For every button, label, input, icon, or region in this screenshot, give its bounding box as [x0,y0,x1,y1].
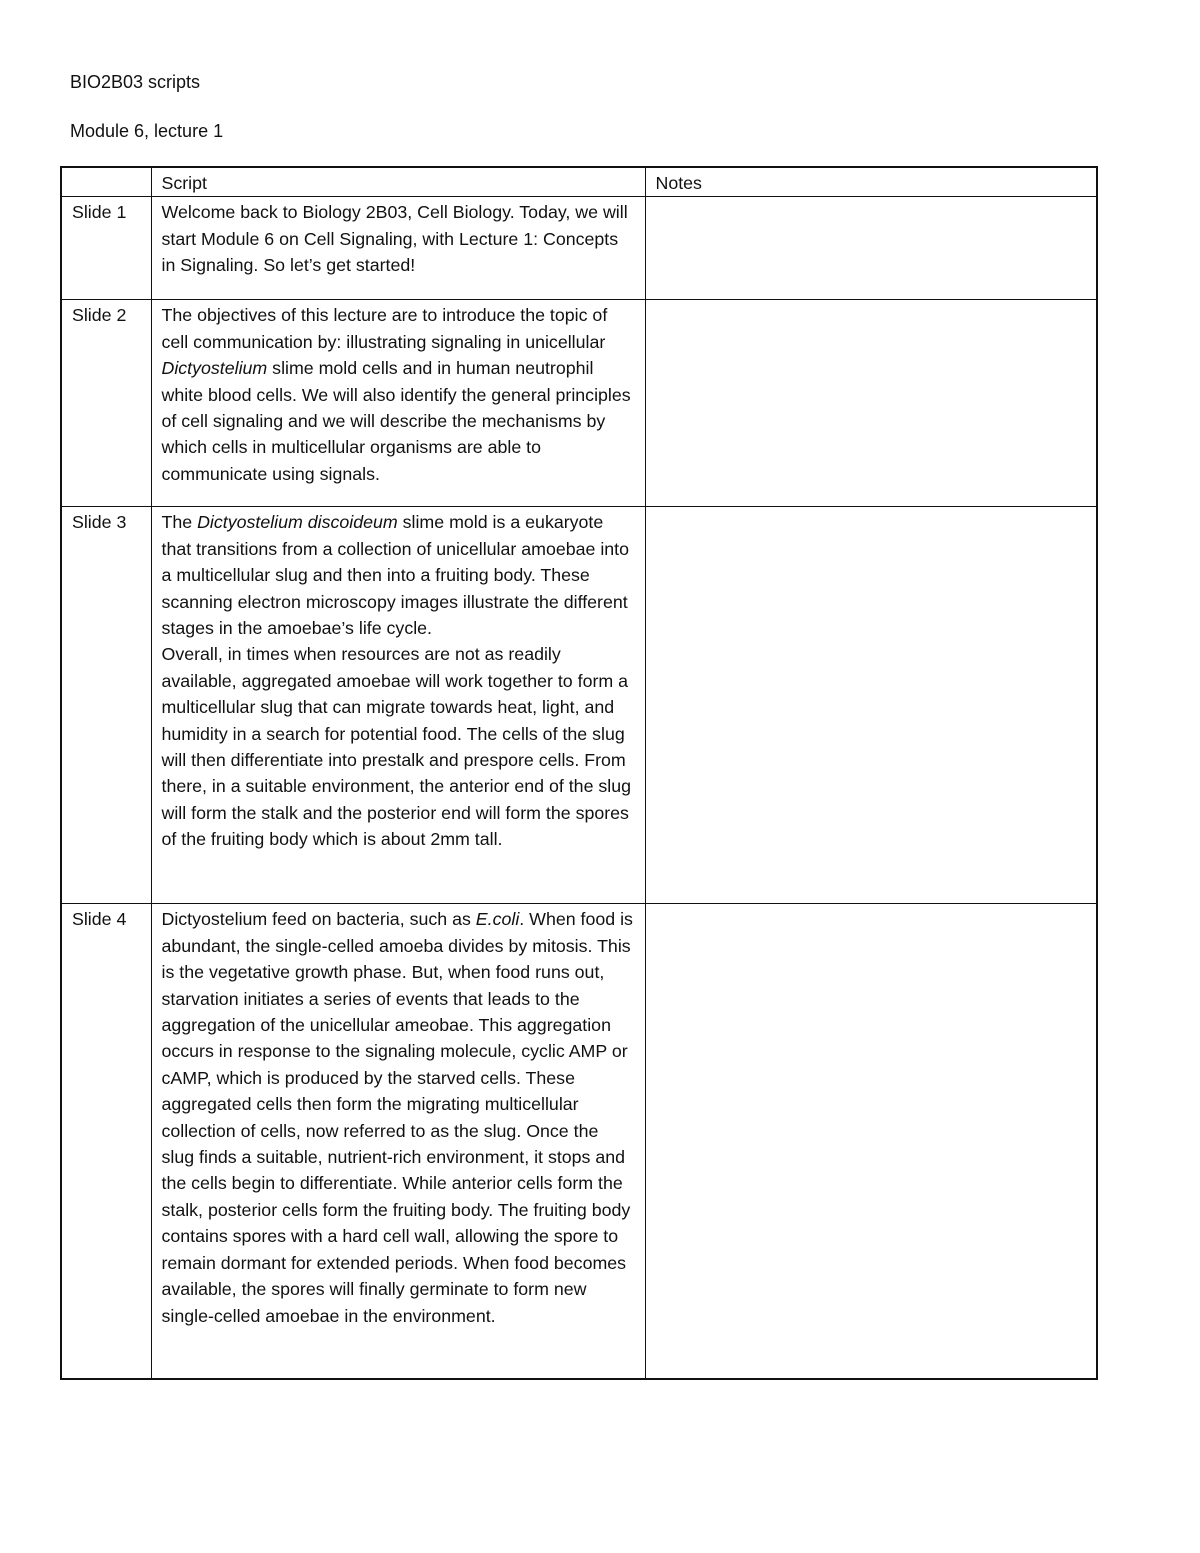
script-text: Overall, in times when resources are not as readily available, aggregated amoebae will work together to form a multicellular slug that can migrate towards heat, light, and humidity in a search for potential food. The cells of the slug will then differentiate into prestalk and prespore cells. From there, in a suitable environment, the anterior end of the slug will form the stalk and the posterior end will form the spores of the fruiting body which is about 2mm tall. [161,644,632,850]
script-table [60,166,1098,1380]
table-row-slide-3 [61,507,1097,904]
notes-cell [645,904,1097,1380]
table-header-row [61,167,1097,197]
script-text: slime mold cells and in human neutrophil white blood cells. We will also identify the general principles of cell signaling and we will describe the mechanisms by which cells in multicellular organisms are able to communicate using signals. [161,358,631,484]
notes-cell [645,507,1097,904]
notes-cell [645,197,1097,300]
script-text: slime mold is a eukaryote that transitions from a collection of unicellular amoebae into a multicellular slug and then into a fruiting body. These scanning electron microscopy images illustrate the different stages in the amoebae’s life cycle. [161,512,630,639]
header-notes-cell: Notes [645,167,1097,197]
script-text: . When food is abundant, the single-celled amoeba divides by mitosis. This is the vegetative growth phase. But, when food runs out, starvation initiates a series of events that leads to the aggregation of the unicellular ameobae. This aggregation occurs in response to the signaling molecule, cyclic AMP or cAMP, which is produced by the starved cells. These aggregated cells then form the migrating multicellular collection of cells, now referred to as the slug. Once the slug finds a suitable, nutrient-rich environment, it stops and the cells begin to differentiate. While anterior cells form the stalk, posterior cells form the fruiting body. The fruiting body contains spores with a hard cell wall, allowing the spore to remain dormant for extended periods. When food becomes available, the spores will finally germinate to form new single-celled amoebae in the environment. [161,909,633,1326]
script-text: Dictyostelium feed on bacteria, such as [161,909,476,930]
document-title: BIO2B03 scripts [70,72,201,92]
header-script-cell: Script [151,167,645,197]
script-italic-term: Dictyostelium [161,358,268,379]
script-italic-term: E.coli [475,909,520,930]
script-italic-term: Dictyostelium discoideum [197,512,398,533]
table-row-slide-2 [61,300,1097,507]
header-slide-cell [61,167,151,197]
script-cell [151,507,645,904]
script-cell [151,197,645,300]
script-cell [151,904,645,1380]
slide-label: Slide 3 [61,507,151,904]
table-row-slide-4 [61,904,1097,1380]
notes-cell [645,300,1097,507]
script-text: The objectives of this lecture are to introduce the topic of cell communication by: illustrating signaling in unicellular [161,305,608,352]
script-text: Welcome back to Biology 2B03, Cell Biology. Today, we will start Module 6 on Cell Signaling, with Lecture 1: Concepts in Signaling. So let’s get started! [161,202,628,276]
script-cell [151,300,645,507]
script-text: The [161,512,198,533]
slide-label: Slide 4 [61,904,151,1380]
document-subtitle: Module 6, lecture 1 [70,121,224,141]
slide-label: Slide 2 [61,300,151,507]
table-row-slide-1 [61,197,1097,300]
slide-label: Slide 1 [61,197,151,300]
